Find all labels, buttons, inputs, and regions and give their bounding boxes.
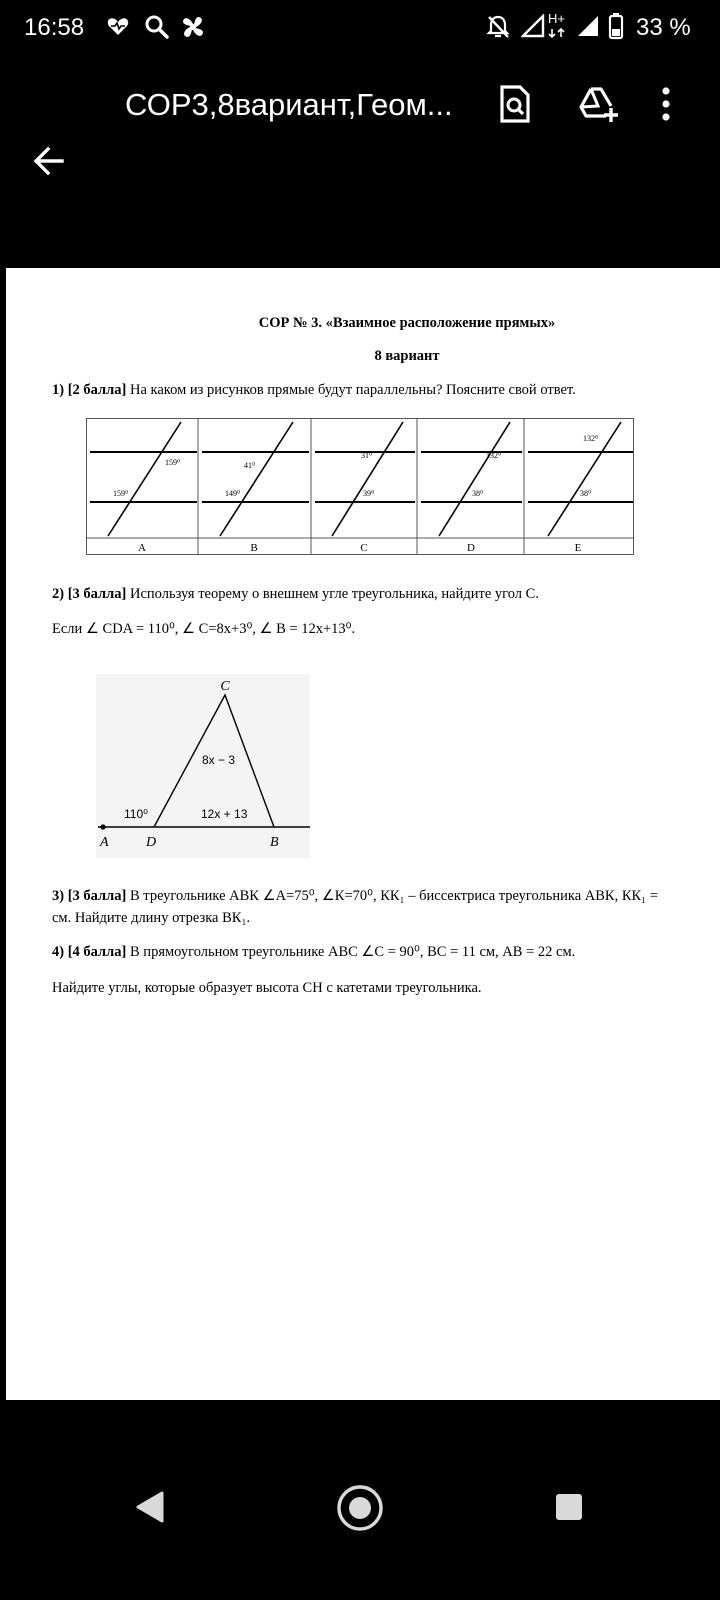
- panel-d-angle-bottom: 38⁰: [472, 489, 484, 498]
- back-arrow-icon[interactable]: [32, 144, 66, 178]
- battery-percent: 33 %: [636, 14, 691, 41]
- home-circle-icon[interactable]: [336, 1484, 384, 1532]
- panel-a-label: A: [138, 542, 146, 554]
- question-2: [52, 586, 539, 603]
- panel-e-angle-bottom: 38⁰: [580, 489, 592, 498]
- question-3-text: В треугольнике АВК ∠А=75⁰, ∠К=70⁰, КК₁ – биссектриса треугольника АВК, КК₁ =: [126, 888, 659, 904]
- question-1-text: На каком из рисунков прямые будут параллельны? Поясните свой ответ.: [126, 382, 576, 398]
- exterior-angle-label: 110⁰: [124, 807, 148, 821]
- panel-e-angle-top: 132⁰: [583, 434, 599, 443]
- battery-icon: [608, 12, 624, 40]
- question-1-points: 1) [2 балла]: [52, 382, 127, 398]
- health-heart-icon: [106, 14, 130, 38]
- question-2-points: 2) [3 балла]: [52, 586, 127, 602]
- triangle-figure: [90, 674, 316, 858]
- panel-a: [90, 422, 197, 554]
- add-to-drive-icon[interactable]: [578, 86, 620, 122]
- vertex-c-label: C: [220, 679, 230, 694]
- panel-b-angle-top: 41⁰: [244, 461, 256, 470]
- angle-c-label: 8x − 3: [202, 753, 236, 767]
- back-triangle-icon[interactable]: [134, 1490, 166, 1524]
- angle-d-label: 12x + 13: [201, 807, 248, 821]
- panel-b-angle-bottom: 149⁰: [225, 489, 241, 498]
- search-icon: [144, 14, 170, 40]
- point-d-label: D: [146, 835, 157, 850]
- panel-c-angle-bottom: 39⁰: [363, 489, 375, 498]
- document-heading: СОР № 3. «Взаимное расположение прямых»: [258, 315, 556, 331]
- recents-square-icon[interactable]: [554, 1492, 584, 1522]
- more-vert-icon[interactable]: [660, 86, 672, 122]
- signal-icon: [576, 14, 600, 38]
- navigation-bar: [0, 1400, 720, 1600]
- search-in-document-icon[interactable]: [498, 84, 532, 124]
- variant-heading: 8 вариант: [374, 348, 440, 364]
- panel-e: [528, 422, 633, 554]
- panel-b: [202, 422, 309, 554]
- question-4-text: В прямоугольном треугольнике АВС ∠С = 90⁰, ВС = 11 см, АВ = 22 см.: [126, 944, 576, 960]
- panel-c: [315, 422, 415, 554]
- point-b-label: B: [270, 835, 279, 850]
- question-3: [52, 888, 658, 905]
- app-bar: [0, 58, 720, 268]
- status-bar: [0, 0, 720, 58]
- question-3-continued: см. Найдите длину отрезка ВК₁.: [52, 910, 251, 926]
- panel-d: [421, 422, 522, 554]
- panel-d-angle-top: 132⁰: [486, 451, 502, 460]
- question-2-condition: Если ∠ CDA = 110⁰, ∠ C=8x+3⁰, ∠ B = 12x+13⁰.: [52, 621, 356, 637]
- question-4-points: 4) [4 балла]: [52, 944, 127, 960]
- mute-alarm-icon: [486, 14, 510, 40]
- question-4: [52, 944, 575, 961]
- panel-a-angle-top: 159⁰: [165, 458, 181, 467]
- signal-icon: [521, 14, 545, 38]
- parallel-lines-figure: [86, 418, 652, 556]
- point-a-label: A: [100, 835, 109, 850]
- panel-c-label: C: [360, 542, 368, 554]
- question-3-points: 3) [3 балла]: [52, 888, 127, 904]
- panel-a-angle-bottom: 159⁰: [113, 489, 129, 498]
- question-1: [52, 382, 576, 399]
- panel-d-label: D: [467, 542, 475, 554]
- question-2-text: Используя теорему о внешнем угле треугольника, найдите угол С.: [126, 586, 539, 602]
- network-type: H+: [548, 11, 565, 26]
- status-time: 16:58: [24, 14, 85, 41]
- fan-icon: [180, 14, 206, 40]
- panel-b-label: B: [250, 542, 258, 554]
- panel-e-label: E: [574, 542, 582, 554]
- panel-c-angle-top: 31⁰: [361, 451, 373, 460]
- question-4-continued: Найдите углы, которые образует высота СН с катетами треугольника.: [52, 980, 482, 996]
- document-title: СОР3,8вариант,Геом...: [125, 87, 453, 122]
- document-page[interactable]: [6, 268, 720, 1400]
- signal-h-plus-icon: [548, 28, 566, 38]
